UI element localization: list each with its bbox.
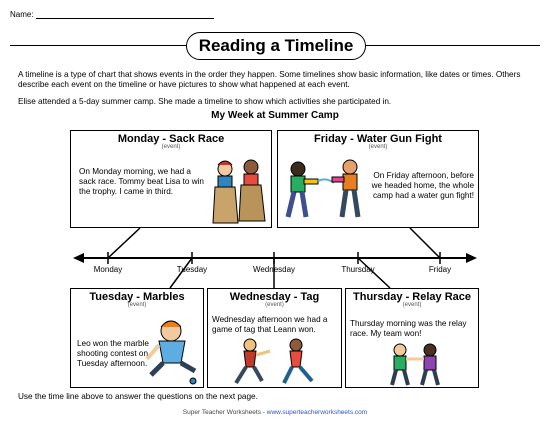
sack-race-illustration [205, 155, 271, 227]
story-paragraph: Elise attended a 5-day summer camp. She made a timeline to show which activities she participated in. [18, 97, 392, 106]
event-text-friday: On Friday afternoon, before we headed home, the whole camp had a water gun fight! [371, 171, 474, 200]
event-tag-wednesday: (event) [265, 302, 284, 308]
marbles-illustration [141, 311, 203, 385]
label-tuesday: Tuesday [176, 265, 208, 274]
event-title-monday: Monday - Sack Race [117, 133, 225, 145]
event-title-thursday: Thursday - Relay Race [353, 291, 471, 303]
name-label: Name: [10, 10, 34, 19]
water-gun-illustration [282, 155, 366, 225]
connector-friday [410, 228, 440, 258]
connector-monday [108, 228, 140, 258]
timeline-left-arrow [73, 253, 84, 263]
event-title-friday: Friday - Water Gun Fight [314, 133, 442, 145]
timeline-subtitle: My Week at Summer Camp [211, 110, 339, 121]
label-monday: Monday [93, 265, 123, 274]
event-tag-tuesday: (event) [127, 302, 147, 308]
relay-race-illustration [384, 343, 448, 387]
event-tag-thursday: (event) [402, 302, 422, 308]
tag-illustration [232, 337, 322, 387]
event-text-wednesday: Wednesday afternoon we had a game of tag that Leann won. [212, 315, 328, 334]
footer-instruction: Use the time line above to answer the questions on the next page. [18, 392, 258, 401]
credit-text: Super Teacher Worksheets - [182, 409, 267, 416]
event-title-wednesday: Wednesday - Tag [229, 291, 320, 303]
event-text-tuesday: Leo won the marble shooting contest on Tuesday afternoon. [77, 339, 149, 368]
event-title-tuesday: Tuesday - Marbles [89, 291, 185, 303]
credit-link[interactable]: www.superteacherworksheets.com [266, 409, 368, 416]
event-card-wednesday [207, 288, 342, 388]
event-tag-friday: (event) [368, 144, 388, 150]
event-card-tuesday [70, 288, 204, 388]
credit-line [0, 409, 550, 416]
label-thursday: Thursday [341, 265, 375, 274]
page-title: Reading a Timeline [186, 32, 366, 60]
event-card-monday [70, 130, 272, 228]
event-text-thursday: Thursday morning was the relay race. My team won! [350, 319, 467, 338]
label-friday: Friday [428, 265, 452, 274]
event-text-monday: On Monday morning, we had a sack race. Tommy beat Lisa to win the trophy. I came in third. [79, 167, 204, 196]
event-card-friday [277, 130, 479, 228]
event-tag-monday: (event) [161, 144, 181, 150]
event-card-thursday [345, 288, 479, 388]
timeline-right-arrow [466, 253, 477, 263]
label-wednesday: Wednesday [252, 265, 296, 274]
intro-paragraph: A timeline is a type of chart that shows events in the order they happen. Some timelines show basic information, like dates or times. Others describe each event on the timeline or have pictures to show what happened at each event. [18, 70, 521, 89]
